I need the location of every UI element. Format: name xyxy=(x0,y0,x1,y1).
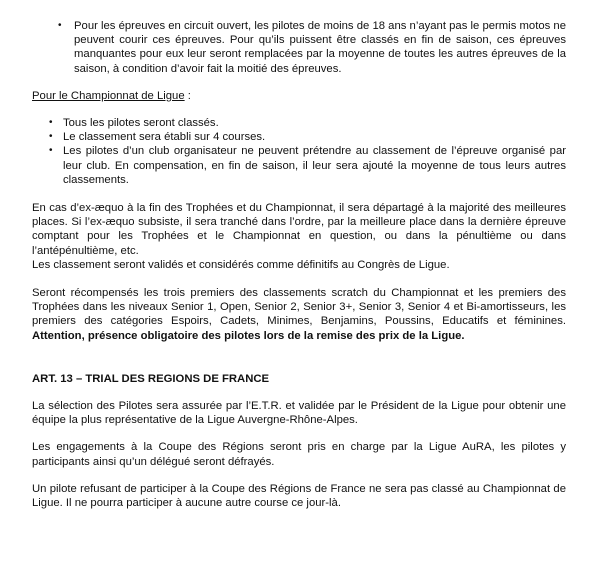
list-item xyxy=(32,19,566,76)
selection-paragraph: La sélection des Pilotes sera assurée par l’E.T.R. et validée par le Président de la Ligue pour obtenir une équipe la plus représentative de la Ligue Auvergne-Rhône-Alpes. xyxy=(32,400,566,427)
bullet-icon: • xyxy=(49,117,53,129)
bullet-icon: • xyxy=(58,20,62,31)
championnat-rules-list xyxy=(32,116,566,187)
awards-text: Seront récompensés les trois premiers des classements scratch du Championnat et les premiers des Trophées dans les niveaux Senior 1, Open, Senior 2, Senior 3+, Senior 3, Senior 4 et Bi-amortisseurs, les premiers des catégories Espoirs, Cadets, Minimes, Benjamins, Poussins, Educatifs et féminines. xyxy=(32,287,566,328)
list-item-text: Tous les pilotes seront classés. xyxy=(63,117,219,130)
list-item xyxy=(32,144,566,187)
championnat-ligue-title: Pour le Championnat de Ligue xyxy=(32,89,185,102)
list-item-text: Les pilotes d’un club organisateur ne peuvent prétendre au classement de l’épreuve organisé par leur club. En compensation, en fin de saison, il leur sera ajouté la moyenne de tous leurs autres classements. xyxy=(63,145,566,186)
circuit-rules-list xyxy=(32,19,566,76)
bullet-icon: • xyxy=(49,131,53,143)
section-subtitle xyxy=(32,89,566,103)
article-13-heading: ART. 13 – TRIAL DES REGIONS DE FRANCE xyxy=(32,372,270,385)
list-item-text: Pour les épreuves en circuit ouvert, les pilotes de moins de 18 ans n’ayant pas le permis motos ne peuvent courir ces épreuves. Pour qu’ils puissent être classés en fin de saison, ces épreuves manquantes pour eux leur seront remplacées par la moyenne de toutes les autres épreuves de la saison, à condition d’avoir fait la moitié des épreuves. xyxy=(74,20,566,75)
engagements-paragraph: Les engagements à la Coupe des Régions seront pris en charge par la Ligue AuRA, les pilotes y participants ainsi qu’un délégué seront défrayés. xyxy=(32,441,566,468)
awards-paragraph xyxy=(32,286,566,343)
bullet-icon: • xyxy=(49,145,53,157)
title-suffix: : xyxy=(184,89,191,102)
attention-notice: Attention, présence obligatoire des pilotes lors de la remise des prix de la Ligue. xyxy=(32,329,465,342)
refusal-paragraph: Un pilote refusant de participer à la Coupe des Régions de France ne sera pas classé au Championnat de Ligue. Il ne pourra participer à aucune autre course ce jour-là. xyxy=(32,482,566,510)
ex-aequo-paragraph: En cas d’ex-æquo à la fin des Trophées et du Championnat, il sera départagé à la majorité des meilleures places. Si l’ex-æquo subsiste, il sera tranché dans l’ordre, par la meilleure place dans la dernière épreuve comptant pour les Trophées et le Championnat en question, ou dans la pénultième ou dans l’antépénultième, etc. xyxy=(32,202,566,257)
list-item-text: Le classement sera établi sur 4 courses. xyxy=(63,131,266,144)
list-item xyxy=(32,116,566,130)
validation-paragraph: Les classement seront validés et considérés comme définitifs au Congrès de Ligue. xyxy=(32,258,450,271)
list-item xyxy=(32,130,566,144)
